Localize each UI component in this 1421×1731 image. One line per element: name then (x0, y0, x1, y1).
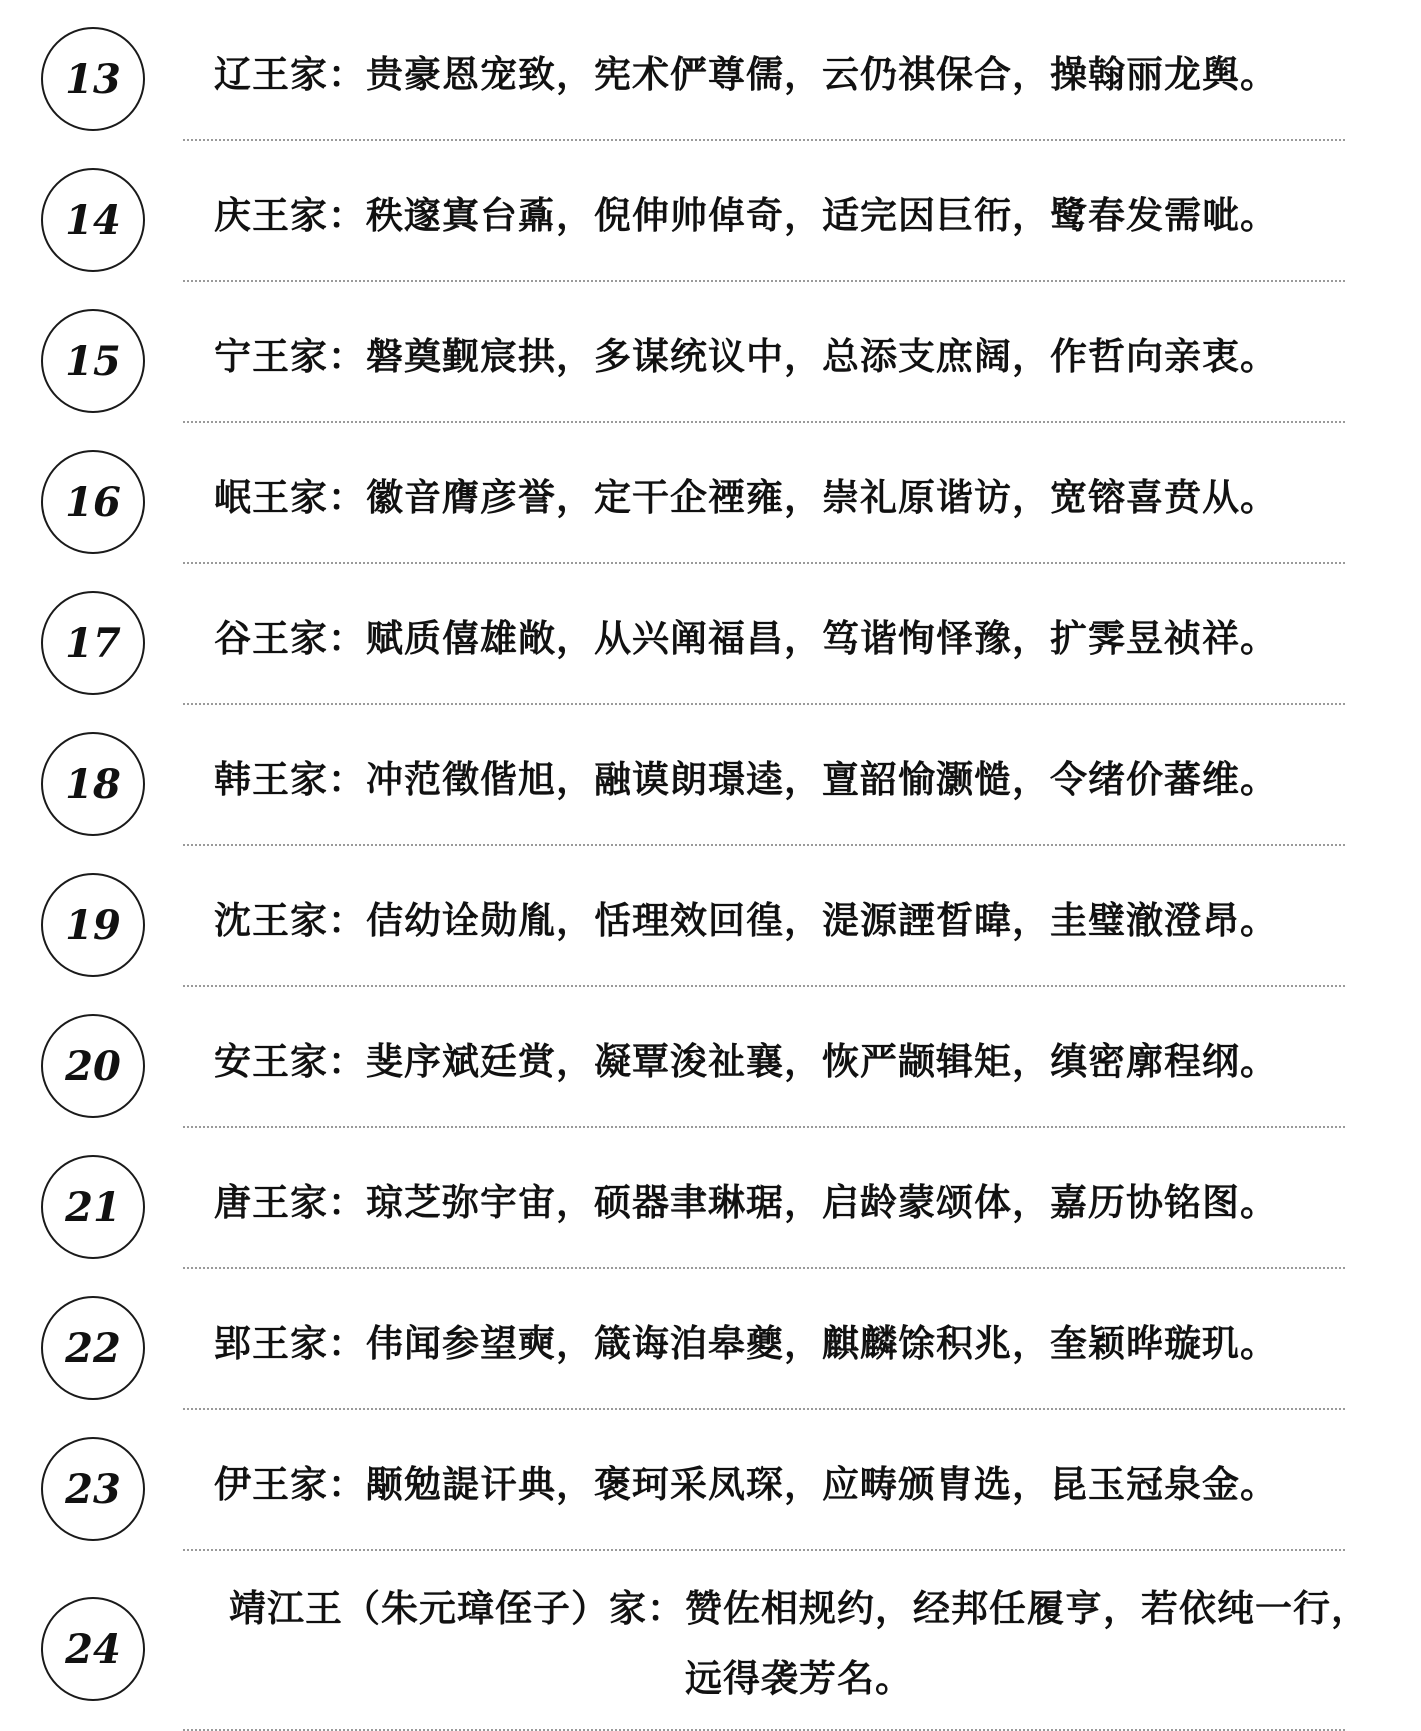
entry-number-badge: 23 (41, 1437, 145, 1541)
entry-verse: 庆王家：秩邃寘台鼒，倪伸帅倬奇，适完因巨衎，鹭春发需呲。 (214, 193, 1278, 237)
entry-number-badge: 13 (41, 27, 145, 131)
list-item (0, 282, 1421, 423)
list-item (0, 564, 1421, 705)
list-item (0, 705, 1421, 846)
entry-number-badge: 15 (41, 309, 145, 413)
list-item (0, 1410, 1421, 1551)
entry-number-badge: 24 (41, 1597, 145, 1701)
entry-verse: 安王家：斐序斌廷赏，凝覃浚祉襄，恢严颛辑矩，缜密廓程纲。 (214, 1039, 1278, 1083)
list-item (0, 987, 1421, 1128)
entry-number-badge: 22 (41, 1296, 145, 1400)
list-item (0, 1551, 1421, 1731)
entry-verse: 沈王家：佶幼诠勋胤，恬理效回徨，湜源諲晳暐，圭璧澈澄昂。 (214, 898, 1278, 942)
list-item (0, 423, 1421, 564)
entry-number-badge: 21 (41, 1155, 145, 1259)
entry-number-badge: 16 (41, 450, 145, 554)
entry-verse: 唐王家：琼芝弥宇宙，硕器聿琳琚，启龄蒙颂体，嘉历协铭图。 (214, 1180, 1278, 1224)
entry-number-badge: 17 (41, 591, 145, 695)
entry-verse: 靖江王（朱元璋侄子）家：赞佐相规约，经邦任履亨，若依纯一行，远得袭芳名。 (229, 1586, 1369, 1700)
entry-verse: 谷王家：赋质僖雄敞，从兴阐福昌，笃谐恂怿豫，扩霁昱祯祥。 (214, 616, 1278, 660)
entry-number-badge: 18 (41, 732, 145, 836)
list-item (0, 846, 1421, 987)
entry-number-badge: 19 (41, 873, 145, 977)
entry-verse: 岷王家：徽音膺彦誉，定干企禋雍，崇礼原谐访，宽镕喜贲从。 (214, 475, 1278, 519)
entry-number-badge: 14 (41, 168, 145, 272)
entry-verse: 郢王家：伟闻参望奭，箴诲洎皋夔，麒麟馀积兆，奎颖晔璇玑。 (214, 1321, 1278, 1365)
entry-verse: 宁王家：磐奠觐宸拱，多谋统议中，总添支庶阔，作哲向亲衷。 (214, 334, 1278, 378)
entry-verse: 韩王家：冲范徵偕旭，融谟朗璟逵，亶韶愉灏慥，令绪价蕃维。 (214, 757, 1278, 801)
list-item (0, 141, 1421, 282)
entry-verse: 辽王家：贵豪恩宠致，宪术俨尊儒，云仍祺保合，操翰丽龙舆。 (214, 52, 1278, 96)
entry-number-badge: 20 (41, 1014, 145, 1118)
list-item (0, 1128, 1421, 1269)
list-item (0, 1269, 1421, 1410)
list-item (0, 0, 1421, 141)
entry-verse: 伊王家：颙勉諟讦典，褒珂采凤琛，应畴颁胄选，昆玉冠泉金。 (214, 1462, 1278, 1506)
